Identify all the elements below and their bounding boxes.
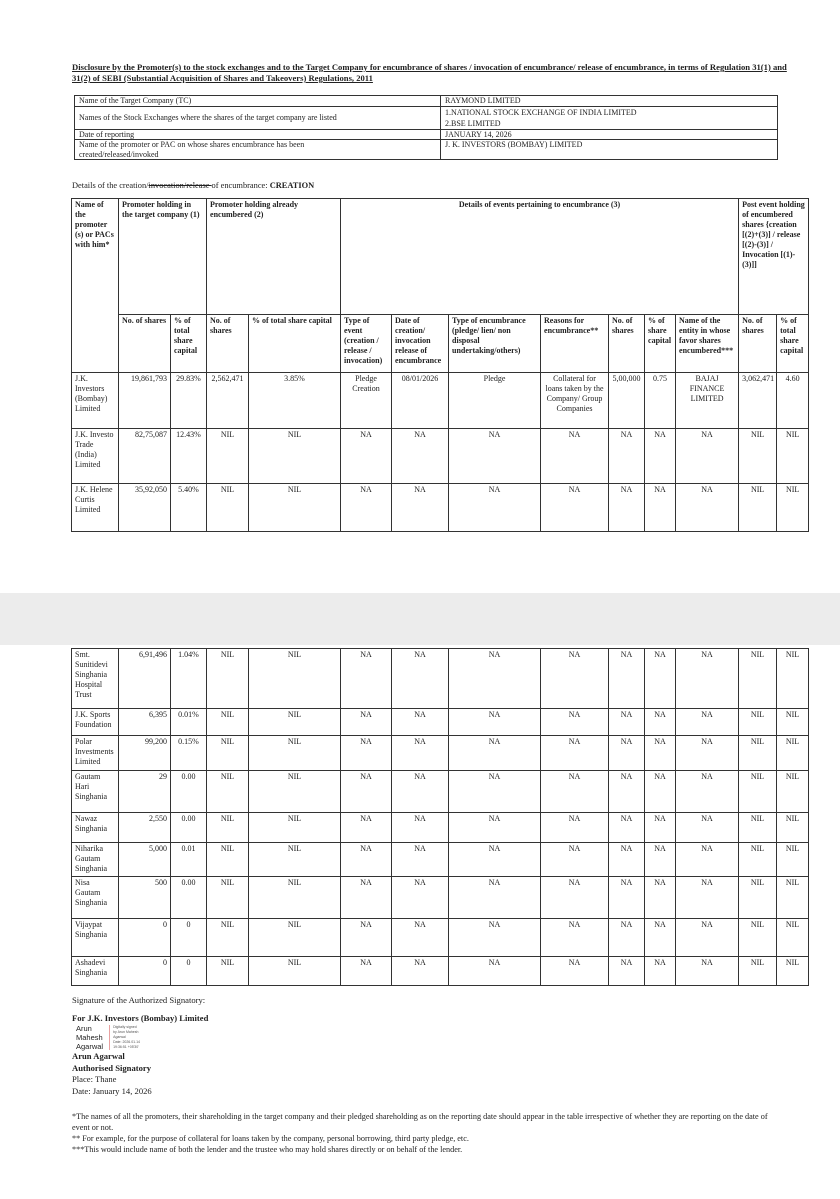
table-row bbox=[72, 373, 809, 429]
sig-name-line: Agarwal bbox=[76, 1042, 104, 1051]
table-cell: NA bbox=[392, 813, 449, 843]
table-cell: NA bbox=[541, 649, 609, 709]
table-cell: NIL bbox=[739, 813, 777, 843]
table-cell: NA bbox=[392, 709, 449, 736]
table-cell: NIL bbox=[249, 709, 341, 736]
table-cell: NA bbox=[541, 957, 609, 986]
exchange-1: 1.NATIONAL STOCK EXCHANGE OF INDIA LIMITED bbox=[445, 107, 637, 117]
table-cell: NIL bbox=[777, 919, 809, 957]
table-cell: NA bbox=[676, 771, 739, 813]
table-cell: NIL bbox=[249, 843, 341, 877]
table-cell: NA bbox=[676, 709, 739, 736]
promoter-name-cell: Niharika Gautam Singhania bbox=[72, 843, 119, 877]
table-cell: NA bbox=[541, 771, 609, 813]
table-cell: 0.00 bbox=[171, 771, 207, 813]
info-value bbox=[441, 106, 778, 129]
sig-note: 19:36:51 +05'30' bbox=[113, 1045, 139, 1049]
table-cell: NIL bbox=[739, 649, 777, 709]
header-row bbox=[72, 199, 809, 315]
signature-company: For J.K. Investors (Bombay) Limited bbox=[72, 1012, 209, 1023]
table-cell: Pledge bbox=[449, 373, 541, 429]
table-cell: NA bbox=[449, 709, 541, 736]
table-cell: NA bbox=[645, 484, 676, 532]
signatory-name: Arun Agarwal bbox=[72, 1051, 125, 1061]
table-cell: NA bbox=[392, 429, 449, 484]
info-label-text: Name of the promoter or PAC on whose shares encumbrance has been created/released/invoked bbox=[79, 140, 305, 159]
table-cell: NIL bbox=[249, 429, 341, 484]
table-cell: NA bbox=[676, 957, 739, 986]
table-cell: NIL bbox=[207, 843, 249, 877]
table-cell: NA bbox=[541, 429, 609, 484]
table-cell: NIL bbox=[207, 919, 249, 957]
table-cell: NIL bbox=[739, 877, 777, 919]
table-cell: NA bbox=[449, 957, 541, 986]
table-cell: NIL bbox=[739, 736, 777, 771]
table-cell: NIL bbox=[739, 957, 777, 986]
table-cell: NA bbox=[609, 813, 645, 843]
subheader-cell: Name of the entity in whose favor shares encumbered*** bbox=[676, 315, 739, 373]
table-cell: NA bbox=[676, 736, 739, 771]
signature-date: Date: January 14, 2026 bbox=[72, 1085, 152, 1096]
encumbrance-table-page2 bbox=[71, 648, 809, 986]
table-cell: 5.40% bbox=[171, 484, 207, 532]
table-cell: 3,062,471 bbox=[739, 373, 777, 429]
table-cell: NIL bbox=[777, 649, 809, 709]
header-holding: Promoter holding in the target company (1) bbox=[119, 199, 207, 315]
table-cell: NIL bbox=[207, 484, 249, 532]
subheader-cell: % of total share capital bbox=[777, 315, 809, 373]
table-cell: NIL bbox=[207, 709, 249, 736]
table-cell: NIL bbox=[207, 736, 249, 771]
table-cell: NA bbox=[645, 736, 676, 771]
table-cell: 4.60 bbox=[777, 373, 809, 429]
info-row bbox=[75, 96, 778, 107]
promoter-name-cell: Vijaypat Singhania bbox=[72, 919, 119, 957]
table-cell: NIL bbox=[739, 709, 777, 736]
table-cell: NA bbox=[645, 709, 676, 736]
table-cell: 5,00,000 bbox=[609, 373, 645, 429]
encumbrance-table-page1 bbox=[71, 198, 809, 532]
table-cell: NA bbox=[541, 709, 609, 736]
table-cell: NA bbox=[676, 877, 739, 919]
table-cell: NIL bbox=[207, 877, 249, 919]
table-cell: BAJAJ FINANCE LIMITED bbox=[676, 373, 739, 429]
table-cell: NA bbox=[341, 429, 392, 484]
table-cell: NA bbox=[392, 843, 449, 877]
table-cell: NIL bbox=[207, 813, 249, 843]
table-cell: NIL bbox=[777, 484, 809, 532]
info-value: J. K. INVESTORS (BOMBAY) LIMITED bbox=[441, 140, 778, 160]
table-cell: 500 bbox=[119, 877, 171, 919]
promoter-name-cell: J.K. Investo Trade (India) Limited bbox=[72, 429, 119, 484]
table-cell: NIL bbox=[207, 429, 249, 484]
table-cell: NIL bbox=[777, 736, 809, 771]
table-cell: NIL bbox=[777, 429, 809, 484]
header-events: Details of events pertaining to encumbrance (3) bbox=[341, 199, 739, 315]
promoter-name-cell: Smt. Sunitidevi Singhania Hospital Trust bbox=[72, 649, 119, 709]
table-cell: NIL bbox=[207, 771, 249, 813]
table-cell: Pledge Creation bbox=[341, 373, 392, 429]
table-cell: NA bbox=[541, 484, 609, 532]
header-encumbered: Promoter holding already encumbered (2) bbox=[207, 199, 341, 315]
page-separator bbox=[0, 593, 840, 645]
table-cell: NIL bbox=[249, 877, 341, 919]
table-cell: NA bbox=[645, 649, 676, 709]
table-cell: NA bbox=[341, 771, 392, 813]
table-row bbox=[72, 484, 809, 532]
table-cell: 0.01 bbox=[171, 843, 207, 877]
table-cell: NA bbox=[609, 736, 645, 771]
table-cell: NA bbox=[676, 649, 739, 709]
table-cell: NIL bbox=[777, 877, 809, 919]
subheader-cell: Date of creation/ invocation release of encumbrance bbox=[392, 315, 449, 373]
promoter-name-cell: J.K. Investors (Bombay) Limited bbox=[72, 373, 119, 429]
table-cell: NA bbox=[541, 919, 609, 957]
subheader-row bbox=[72, 315, 809, 373]
table-cell: NA bbox=[676, 429, 739, 484]
table-cell: NA bbox=[541, 877, 609, 919]
subheader-cell: Reasons for encumbrance** bbox=[541, 315, 609, 373]
table-cell: NIL bbox=[739, 843, 777, 877]
sig-note: by Arun Mahesh bbox=[113, 1030, 139, 1034]
details-prefix: Details of the creation/ bbox=[72, 181, 149, 190]
table-row bbox=[72, 919, 809, 957]
table-cell: 6,395 bbox=[119, 709, 171, 736]
sig-note: Digitally signed bbox=[113, 1025, 137, 1029]
footnote: ***This would include name of both the lender and the trustee who may hold shares directly or on behalf of the lender. bbox=[72, 1145, 463, 1154]
signature-place: Place: Thane bbox=[72, 1074, 117, 1084]
header-name: Name of the promoter (s) or PACs with him* bbox=[72, 199, 119, 373]
table-cell: NIL bbox=[777, 813, 809, 843]
table-cell: NA bbox=[609, 919, 645, 957]
encumbrance-type-line bbox=[72, 181, 314, 190]
table-cell: 0.15% bbox=[171, 736, 207, 771]
table-cell: NA bbox=[645, 957, 676, 986]
table-row bbox=[72, 429, 809, 484]
sig-note: Agarwal bbox=[113, 1035, 126, 1039]
digital-signature bbox=[76, 1024, 208, 1051]
table-cell: 2,562,471 bbox=[207, 373, 249, 429]
table-cell: NA bbox=[609, 429, 645, 484]
table-cell: NA bbox=[341, 877, 392, 919]
table-cell: 35,92,050 bbox=[119, 484, 171, 532]
promoter-name-cell: Nawaz Singhania bbox=[72, 813, 119, 843]
table-cell: NA bbox=[609, 843, 645, 877]
sig-name-line: Arun bbox=[76, 1024, 92, 1033]
table-cell: NIL bbox=[777, 843, 809, 877]
table-cell: NIL bbox=[207, 649, 249, 709]
details-struck: invocation/release bbox=[148, 181, 212, 190]
table-row bbox=[72, 771, 809, 813]
table-cell: NIL bbox=[249, 649, 341, 709]
subheader-cell: Type of event (creation / release / invocation) bbox=[341, 315, 392, 373]
table-cell: NA bbox=[676, 484, 739, 532]
table-cell: NIL bbox=[739, 771, 777, 813]
exchange-2: 2.BSE LIMITED bbox=[445, 119, 501, 128]
table-cell: NIL bbox=[207, 957, 249, 986]
table-row bbox=[72, 709, 809, 736]
info-label: Name of the Target Company (TC) bbox=[75, 96, 441, 107]
info-row bbox=[75, 106, 778, 129]
table-cell: 29.83% bbox=[171, 373, 207, 429]
table-cell: NA bbox=[392, 877, 449, 919]
table-cell: NA bbox=[341, 736, 392, 771]
table-cell: NA bbox=[449, 843, 541, 877]
table-cell: NA bbox=[449, 429, 541, 484]
table-cell: 0.00 bbox=[171, 877, 207, 919]
promoter-name-cell: Ashadevi Singhania bbox=[72, 957, 119, 986]
footnotes bbox=[72, 1111, 772, 1155]
table-cell: NA bbox=[676, 843, 739, 877]
table-cell: NA bbox=[392, 649, 449, 709]
table-cell: NA bbox=[609, 649, 645, 709]
table-cell: NA bbox=[341, 843, 392, 877]
signatory-designation: Authorised Signatory bbox=[72, 1062, 152, 1073]
table-cell: NIL bbox=[249, 736, 341, 771]
table-cell: NA bbox=[645, 771, 676, 813]
details-suffix: of encumbrance: bbox=[211, 181, 268, 190]
table-cell: Collateral for loans taken by the Company/ Group Companies bbox=[541, 373, 609, 429]
table-cell: 19,861,793 bbox=[119, 373, 171, 429]
promoter-name-cell: J.K. Sports Foundation bbox=[72, 709, 119, 736]
table-cell: NA bbox=[541, 736, 609, 771]
table-cell: NA bbox=[541, 843, 609, 877]
table-cell: 82,75,087 bbox=[119, 429, 171, 484]
info-row bbox=[75, 129, 778, 140]
table-cell: NIL bbox=[739, 429, 777, 484]
table-cell: NA bbox=[341, 919, 392, 957]
table-cell: 3.85% bbox=[249, 373, 341, 429]
sig-note: Date: 2026.01.14 bbox=[113, 1040, 140, 1044]
info-label bbox=[75, 140, 441, 160]
subheader-cell: % of total share capital bbox=[249, 315, 341, 373]
promoter-name-cell: J.K. Helene Curtis Limited bbox=[72, 484, 119, 532]
table-cell: NA bbox=[609, 709, 645, 736]
promoter-name-cell: Nisa Gautam Singhania bbox=[72, 877, 119, 919]
table-cell: 0 bbox=[171, 957, 207, 986]
table-row bbox=[72, 736, 809, 771]
table-cell: NIL bbox=[249, 919, 341, 957]
table-cell: NA bbox=[676, 919, 739, 957]
table-cell: NA bbox=[341, 709, 392, 736]
info-value: RAYMOND LIMITED bbox=[441, 96, 778, 107]
signature-heading: Signature of the Authorized Signatory: bbox=[72, 995, 206, 1005]
table-cell: NA bbox=[449, 919, 541, 957]
table-row bbox=[72, 877, 809, 919]
table-row bbox=[72, 649, 809, 709]
table-cell: NIL bbox=[249, 813, 341, 843]
table-cell: 0 bbox=[171, 919, 207, 957]
table-cell: NIL bbox=[777, 709, 809, 736]
table-row bbox=[72, 843, 809, 877]
table-row bbox=[72, 957, 809, 986]
table-cell: 5,000 bbox=[119, 843, 171, 877]
header-post: Post event holding of encumbered shares {creation [(2)+(3)] / release [(2)-(3)] / Invocation [(1)-(3)]] bbox=[739, 199, 809, 315]
table-cell: NA bbox=[449, 771, 541, 813]
table-cell: NIL bbox=[777, 957, 809, 986]
table-cell: NA bbox=[392, 736, 449, 771]
table-cell: NIL bbox=[739, 919, 777, 957]
table-cell: NA bbox=[341, 957, 392, 986]
info-label: Names of the Stock Exchanges where the shares of the target company are listed bbox=[75, 106, 441, 129]
subheader-cell: No. of shares bbox=[609, 315, 645, 373]
table-cell: NA bbox=[392, 771, 449, 813]
table-cell: NIL bbox=[249, 484, 341, 532]
table-cell: 1.04% bbox=[171, 649, 207, 709]
info-table bbox=[74, 95, 778, 160]
table-cell: NA bbox=[341, 649, 392, 709]
table-cell: NA bbox=[541, 813, 609, 843]
table-cell: NA bbox=[449, 877, 541, 919]
details-value: CREATION bbox=[269, 181, 315, 190]
info-row bbox=[75, 140, 778, 160]
document-title: Disclosure by the Promoter(s) to the stock exchanges and to the Target Company for encumbrance of shares / invocation of encumbrance/ release of encumbrance, in terms of Regulation 31(1) and 31(2) of SEBI (Substantial Acquisition of Shares and Takeovers) Regulations, 2011 bbox=[72, 62, 787, 83]
promoter-name-cell: Gautam Hari Singhania bbox=[72, 771, 119, 813]
table-cell: NIL bbox=[249, 771, 341, 813]
signature-block bbox=[72, 995, 208, 1097]
table-cell: 12.43% bbox=[171, 429, 207, 484]
table-cell: NA bbox=[392, 484, 449, 532]
table-cell: 08/01/2026 bbox=[392, 373, 449, 429]
table-cell: NIL bbox=[739, 484, 777, 532]
table-cell: 6,91,496 bbox=[119, 649, 171, 709]
table-cell: NA bbox=[645, 429, 676, 484]
subheader-cell: % of share capital bbox=[645, 315, 676, 373]
footnote: ** For example, for the purpose of collateral for loans taken by the company, personal borrowing, third party pledge, etc. bbox=[72, 1134, 469, 1143]
subheader-cell: No. of shares bbox=[207, 315, 249, 373]
table-cell: 0.00 bbox=[171, 813, 207, 843]
promoter-name-cell: Polar Investments Limited bbox=[72, 736, 119, 771]
table-cell: NA bbox=[449, 736, 541, 771]
info-value: JANUARY 14, 2026 bbox=[441, 129, 778, 140]
subheader-cell: Type of encumbrance (pledge/ lien/ non disposal undertaking/others) bbox=[449, 315, 541, 373]
table-cell: NA bbox=[449, 484, 541, 532]
table-cell: 2,550 bbox=[119, 813, 171, 843]
table-cell: NA bbox=[645, 877, 676, 919]
subheader-cell: No. of shares bbox=[119, 315, 171, 373]
table-cell: 0.75 bbox=[645, 373, 676, 429]
table-cell: NA bbox=[609, 877, 645, 919]
table-cell: 0 bbox=[119, 957, 171, 986]
table-cell: NA bbox=[341, 484, 392, 532]
table-cell: NA bbox=[609, 484, 645, 532]
table-cell: NA bbox=[341, 813, 392, 843]
table-cell: NA bbox=[449, 813, 541, 843]
subheader-cell: No. of shares bbox=[739, 315, 777, 373]
table-cell: 99,200 bbox=[119, 736, 171, 771]
table-cell: NA bbox=[609, 771, 645, 813]
table-cell: NA bbox=[645, 919, 676, 957]
table-cell: 29 bbox=[119, 771, 171, 813]
table-cell: NA bbox=[676, 813, 739, 843]
sig-name-line: Mahesh bbox=[76, 1033, 103, 1042]
table-cell: NIL bbox=[249, 957, 341, 986]
table-cell: NA bbox=[645, 843, 676, 877]
table-cell: NA bbox=[392, 957, 449, 986]
table-cell: 0 bbox=[119, 919, 171, 957]
subheader-cell: % of total share capital bbox=[171, 315, 207, 373]
table-cell: NA bbox=[449, 649, 541, 709]
table-cell: NIL bbox=[777, 771, 809, 813]
table-cell: NA bbox=[392, 919, 449, 957]
info-label: Date of reporting bbox=[75, 129, 441, 140]
table-cell: NA bbox=[609, 957, 645, 986]
table-cell: 0.01% bbox=[171, 709, 207, 736]
table-row bbox=[72, 813, 809, 843]
footnote: *The names of all the promoters, their shareholding in the target company and their pledged shareholding as on the reporting date should appear in the table irrespective of whether they are reporting on the date of event or not. bbox=[72, 1112, 768, 1132]
table-cell: NA bbox=[645, 813, 676, 843]
